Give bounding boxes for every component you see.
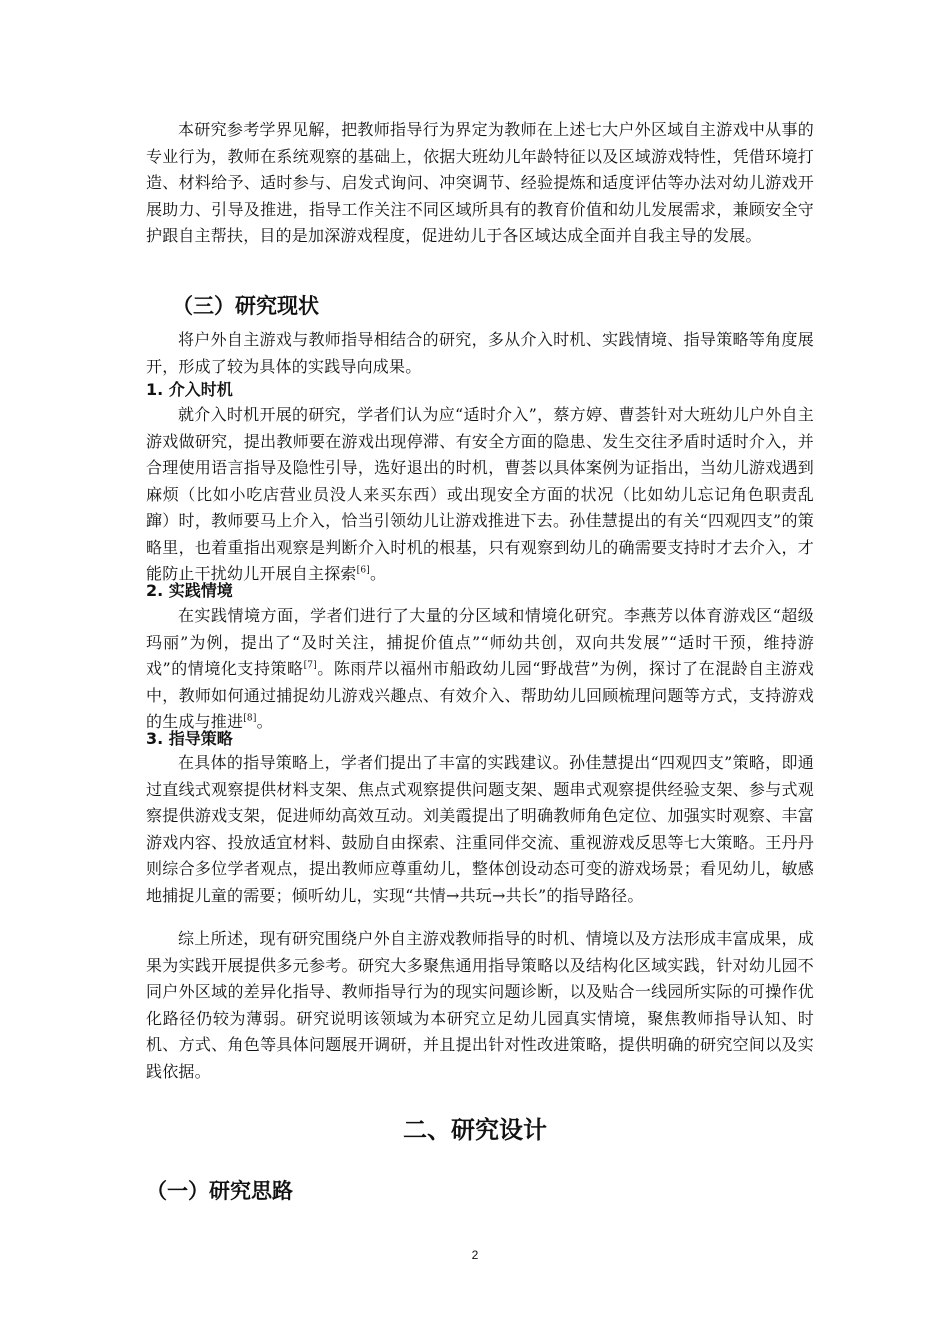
section-intro-paragraph: 将户外自主游戏与教师指导相结合的研究，多从介入时机、实践情境、指导策略等角度展开，形成了较为具体的实践导向成果。	[146, 330, 814, 376]
subheading-practice-context: 2. 实践情境	[146, 581, 233, 600]
guidance-strategy-paragraph: 在具体的指导策略上，学者们提出了丰富的实践建议。孙佳慧提出“四观四支”策略，即通过直线式观察提供材料支架、焦点式观察提供问题支架、题串式观察提供经验支架、参与式观察提供游戏支架，促进师幼高效互动。刘美霞提出了明确教师角色定位、加强实时观察、丰富游戏内容、投放适宜材料、鼓励自由探索、注重同伴交流、重视游戏反思等七大策略。王丹丹则综合多位学者观点，提出教师应尊重幼儿，整体创设动态可变的游戏场景；看见幼儿，敏感地捕捉儿童的需要；倾听幼儿，实现“共情→共玩→共长”的指导路径。	[146, 753, 814, 905]
practice-context-text-a: 在实践情境方面，学者们进行了大量的分区域和情境化研究。李燕芳以体育游戏区“超级玛丽”为例，提出了“及时关注，捕捉价值点”“师幼共创，双向共发展”“适时干预，维持游戏”的情境化支持策略	[146, 606, 814, 678]
page-number: 2	[471, 1248, 479, 1262]
summary-paragraph: 综上所述，现有研究围绕户外自主游戏教师指导的时机、情境以及方法形成丰富成果，成果为实践开展提供多元参考。研究大多聚焦通用指导策略以及结构化区域实践，针对幼儿园不同户外区域的差异化指导、教师指导行为的现实问题诊断，以及贴合一线园所实际的可操作优化路径仍较为薄弱。研究说明该领域为本研究立足幼儿园真实情境，聚焦教师指导认知、时机、方式、角色等具体问题展开调研，并且提出针对性改进策略，提供明确的研究空间以及实践依据。	[146, 929, 814, 1081]
practice-context-end: 。	[256, 712, 273, 731]
intro-paragraph: 本研究参考学界见解，把教师指导行为界定为教师在上述七大户外区域自主游戏中从事的专业行为，教师在系统观察的基础上，依据大班幼儿年龄特征以及区域游戏特性，凭借环境打造、材料给予、适时参与、启发式询问、冲突调节、经验提炼和适度评估等办法对幼儿游戏开展助力、引导及推进，指导工作关注不同区域所具有的教育价值和幼儿发展需求，兼顾安全守护跟自主帮扶，目的是加深游戏程度，促进幼儿于各区域达成全面并自我主导的发展。	[146, 120, 814, 245]
practice-context-text-b: 。陈雨芹以福州市船政幼儿园“野战营”为例，探讨了在混龄自主游戏中，教师如何通过捕捉幼儿游戏兴趣点、有效介入、帮助幼儿回顾梳理问题等方式，支持游戏的生成与推进	[146, 659, 815, 731]
citation-7: [7]	[303, 660, 317, 671]
intervention-timing-text: 就介入时机开展的研究，学者们认为应“适时介入”，蔡方婷、曹荟针对大班幼儿户外自主游戏做研究，提出教师要在游戏出现停滞、有安全方面的隐患、发生交往矛盾时适时介入，并合理使用语言指导及隐性引导，选好退出的时机，曹荟以具体案例为证指出，当幼儿游戏遇到麻烦（比如小吃店营业员没人来买东西）或出现安全方面的状况（比如幼儿忘记角色职责乱蹿）时，教师要马上介入，恰当引领幼儿让游戏推进下去。孙佳慧提出的有关“四观四支”的策略里，也着重指出观察是判断介入时机的根基，只有观察到幼儿的确需要支持时才去介入，才能防止干扰幼儿开展自主探索	[146, 405, 814, 583]
section-heading-research-approach: （一）研究思路	[146, 1179, 293, 1203]
practice-context-paragraph	[146, 603, 814, 736]
subheading-guidance-strategy: 3. 指导策略	[146, 729, 233, 748]
chapter-heading-research-design: 二、研究设计	[403, 1116, 547, 1144]
subheading-intervention-timing: 1. 介入时机	[146, 380, 233, 399]
section-heading-research-status: （三）研究现状	[172, 294, 319, 318]
citation-8: [8]	[243, 713, 257, 724]
citation-6: [6]	[356, 565, 370, 576]
intervention-timing-paragraph	[146, 402, 814, 588]
intervention-timing-end: 。	[369, 564, 387, 583]
